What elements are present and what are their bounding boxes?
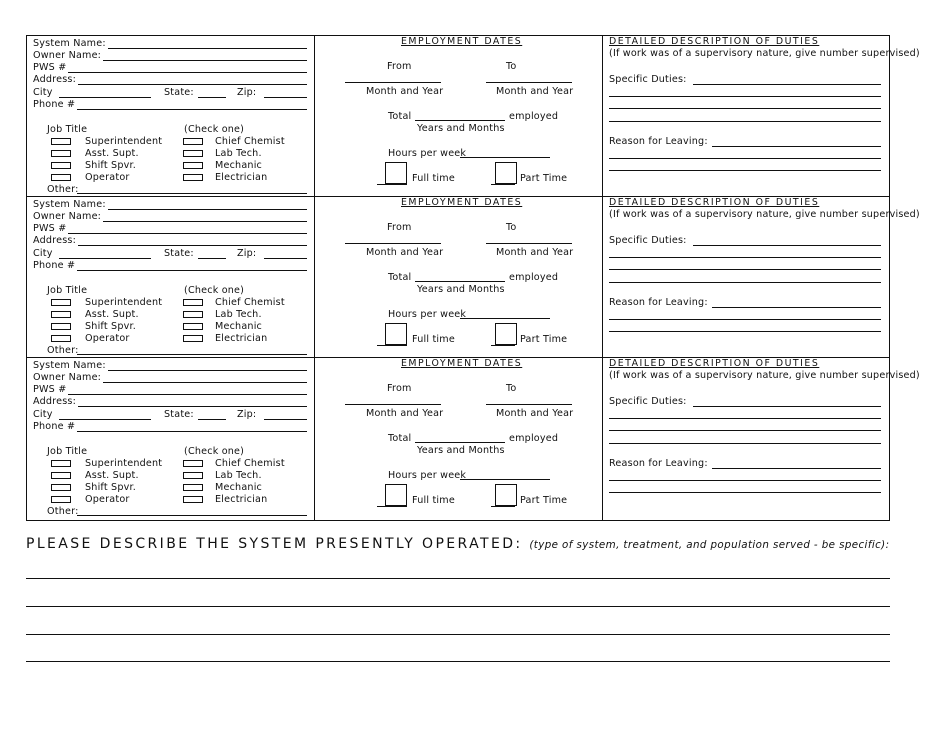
- mechanic-label: Mechanic: [215, 160, 263, 171]
- lab-tech-label: Lab Tech.: [215, 148, 262, 159]
- city-field[interactable]: [33, 87, 151, 98]
- check-one-label: (Check one): [184, 446, 245, 457]
- mechanic-label: Mechanic: [215, 482, 263, 493]
- to-date-field[interactable]: [486, 243, 572, 244]
- superintendent-checkbox[interactable]: [51, 299, 71, 306]
- employed-label: employed: [509, 272, 559, 283]
- from-month-year-label: Month and Year: [366, 247, 444, 258]
- employer-info-section: [27, 36, 315, 196]
- specific-duties-field[interactable]: [609, 74, 881, 85]
- address-field[interactable]: [33, 235, 307, 246]
- address-label: Address:: [33, 74, 77, 85]
- to-month-year-label: Month and Year: [496, 408, 574, 419]
- phone-label: Phone #: [33, 260, 76, 271]
- part-time-checkbox[interactable]: [495, 162, 517, 184]
- shift-spvr-checkbox[interactable]: [51, 323, 71, 330]
- electrician-checkbox[interactable]: [183, 496, 203, 503]
- employer-info-section: [27, 197, 315, 357]
- full-time-label: Full time: [412, 495, 455, 506]
- owner-name-label: Owner Name:: [33, 211, 102, 222]
- description-line-1[interactable]: [26, 578, 890, 579]
- zip-label: Zip:: [237, 87, 257, 98]
- electrician-label: Electrician: [215, 172, 268, 183]
- duties-note: (If work was of a supervisory nature, give number supervised): [609, 48, 920, 59]
- operator-checkbox[interactable]: [51, 174, 71, 181]
- chief-chemist-label: Chief Chemist: [215, 297, 285, 308]
- other-label: Other:: [47, 345, 79, 356]
- lab-tech-label: Lab Tech.: [215, 470, 262, 481]
- reason-leaving-line-3[interactable]: [609, 170, 881, 171]
- hours-per-week-label: Hours per week: [388, 470, 467, 481]
- total-employed-field[interactable]: [415, 281, 505, 282]
- operator-label: Operator: [85, 333, 130, 344]
- system-description-heading: [26, 536, 889, 552]
- employment-record: [27, 358, 920, 520]
- chief-chemist-checkbox[interactable]: [183, 299, 203, 306]
- phone-label: Phone #: [33, 99, 76, 110]
- mechanic-checkbox[interactable]: [183, 484, 203, 491]
- phone-field[interactable]: [33, 99, 307, 110]
- employment-history-grid: [26, 35, 920, 521]
- duties-section: [603, 358, 920, 520]
- from-label: From: [387, 61, 412, 72]
- from-month-year-label: Month and Year: [366, 86, 444, 97]
- reason-leaving-label: Reason for Leaving:: [609, 297, 708, 308]
- part-time-label: Part Time: [520, 495, 568, 506]
- total-label: Total: [388, 433, 412, 444]
- operator-checkbox[interactable]: [51, 335, 71, 342]
- full-time-checkbox[interactable]: [385, 484, 407, 506]
- from-label: From: [387, 222, 412, 233]
- hours-per-week-field[interactable]: [460, 157, 550, 158]
- lab-tech-checkbox[interactable]: [183, 311, 203, 318]
- other-field[interactable]: [77, 193, 307, 194]
- employment-dates-section: [315, 197, 603, 357]
- specific-duties-line-4[interactable]: [609, 121, 881, 122]
- phone-field[interactable]: [33, 421, 307, 432]
- duties-header: DETAILED DESCRIPTION OF DUTIES: [609, 358, 820, 369]
- address-label: Address:: [33, 235, 77, 246]
- system-name-label: System Name:: [33, 199, 106, 210]
- job-title-label: Job Title: [47, 285, 88, 296]
- to-date-field[interactable]: [486, 404, 572, 405]
- superintendent-checkbox[interactable]: [51, 460, 71, 467]
- pws-label: PWS #: [33, 384, 67, 395]
- reason-leaving-field[interactable]: [609, 297, 881, 308]
- part-time-underline: [491, 184, 515, 185]
- operator-checkbox[interactable]: [51, 496, 71, 503]
- specific-duties-line-4[interactable]: [609, 282, 881, 283]
- employment-record: [27, 197, 920, 358]
- state-label: State:: [164, 409, 194, 420]
- asst-supt-label: Asst. Supt.: [85, 148, 139, 159]
- specific-duties-label: Specific Duties:: [609, 396, 687, 407]
- part-time-label: Part Time: [520, 334, 568, 345]
- employment-dates-header: EMPLOYMENT DATES: [401, 358, 523, 369]
- specific-duties-line-3[interactable]: [609, 108, 881, 109]
- zip-label: Zip:: [237, 409, 257, 420]
- zip-field[interactable]: [237, 248, 307, 259]
- phone-field[interactable]: [33, 260, 307, 271]
- duties-header: DETAILED DESCRIPTION OF DUTIES: [609, 36, 820, 47]
- owner-name-field[interactable]: [33, 211, 307, 222]
- duties-header: DETAILED DESCRIPTION OF DUTIES: [609, 197, 820, 208]
- mechanic-checkbox[interactable]: [183, 162, 203, 169]
- employment-dates-section: [315, 36, 603, 196]
- shift-spvr-label: Shift Spvr.: [85, 482, 137, 493]
- years-months-label: Years and Months: [417, 445, 505, 456]
- phone-label: Phone #: [33, 421, 76, 432]
- system-name-label: System Name:: [33, 360, 106, 371]
- asst-supt-label: Asst. Supt.: [85, 309, 139, 320]
- hours-per-week-label: Hours per week: [388, 148, 467, 159]
- years-months-label: Years and Months: [417, 123, 505, 134]
- specific-duties-line-3[interactable]: [609, 430, 881, 431]
- asst-supt-checkbox[interactable]: [51, 311, 71, 318]
- superintendent-checkbox[interactable]: [51, 138, 71, 145]
- specific-duties-line-4[interactable]: [609, 443, 881, 444]
- system-name-field[interactable]: [33, 199, 307, 210]
- superintendent-label: Superintendent: [85, 136, 163, 147]
- specific-duties-field[interactable]: [609, 396, 881, 407]
- reason-leaving-label: Reason for Leaving:: [609, 136, 708, 147]
- mechanic-label: Mechanic: [215, 321, 263, 332]
- city-label: City: [33, 87, 53, 98]
- total-label: Total: [388, 272, 412, 283]
- shift-spvr-checkbox[interactable]: [51, 484, 71, 491]
- owner-name-label: Owner Name:: [33, 372, 102, 383]
- system-name-field[interactable]: [33, 360, 307, 371]
- from-date-field[interactable]: [345, 243, 441, 244]
- from-date-field[interactable]: [345, 82, 441, 83]
- operator-label: Operator: [85, 494, 130, 505]
- pws-label: PWS #: [33, 62, 67, 73]
- part-time-checkbox[interactable]: [495, 484, 517, 506]
- reason-leaving-line-3[interactable]: [609, 331, 881, 332]
- superintendent-label: Superintendent: [85, 458, 163, 469]
- hours-per-week-label: Hours per week: [388, 309, 467, 320]
- specific-duties-line-2[interactable]: [609, 96, 881, 97]
- other-field[interactable]: [77, 515, 307, 516]
- zip-label: Zip:: [237, 248, 257, 259]
- electrician-label: Electrician: [215, 333, 268, 344]
- employer-info-section: [27, 358, 315, 520]
- from-month-year-label: Month and Year: [366, 408, 444, 419]
- owner-name-field[interactable]: [33, 372, 307, 383]
- electrician-checkbox[interactable]: [183, 174, 203, 181]
- part-time-label: Part Time: [520, 173, 568, 184]
- specific-duties-field[interactable]: [609, 235, 881, 246]
- state-field[interactable]: [164, 248, 226, 259]
- system-name-label: System Name:: [33, 38, 106, 49]
- check-one-label: (Check one): [184, 285, 245, 296]
- employment-dates-section: [315, 358, 603, 520]
- city-label: City: [33, 248, 53, 259]
- city-field[interactable]: [33, 409, 151, 420]
- superintendent-label: Superintendent: [85, 297, 163, 308]
- mechanic-checkbox[interactable]: [183, 323, 203, 330]
- chief-chemist-checkbox[interactable]: [183, 138, 203, 145]
- from-label: From: [387, 383, 412, 394]
- check-one-label: (Check one): [184, 124, 245, 135]
- duties-note: (If work was of a supervisory nature, give number supervised): [609, 209, 920, 220]
- state-label: State:: [164, 248, 194, 259]
- state-field[interactable]: [164, 87, 226, 98]
- electrician-checkbox[interactable]: [183, 335, 203, 342]
- specific-duties-line-2[interactable]: [609, 418, 881, 419]
- full-time-underline: [377, 345, 407, 346]
- employment-record: [27, 36, 920, 197]
- hours-per-week-field[interactable]: [460, 479, 550, 480]
- lab-tech-label: Lab Tech.: [215, 309, 262, 320]
- owner-name-field[interactable]: [33, 50, 307, 61]
- to-label: To: [506, 222, 517, 233]
- full-time-checkbox[interactable]: [385, 162, 407, 184]
- state-label: State:: [164, 87, 194, 98]
- system-description-subtitle: (type of system, treatment, and population served - be specific):: [529, 539, 890, 551]
- duties-section: [603, 36, 920, 196]
- years-months-label: Years and Months: [417, 284, 505, 295]
- lab-tech-checkbox[interactable]: [183, 150, 203, 157]
- reason-leaving-line-2[interactable]: [609, 480, 881, 481]
- operator-label: Operator: [85, 172, 130, 183]
- reason-leaving-line-3[interactable]: [609, 492, 881, 493]
- pws-field[interactable]: [33, 223, 307, 234]
- specific-duties-label: Specific Duties:: [609, 74, 687, 85]
- state-field[interactable]: [164, 409, 226, 420]
- address-field[interactable]: [33, 74, 307, 85]
- pws-label: PWS #: [33, 223, 67, 234]
- other-label: Other:: [47, 506, 79, 517]
- full-time-underline: [377, 184, 407, 185]
- owner-name-label: Owner Name:: [33, 50, 102, 61]
- shift-spvr-label: Shift Spvr.: [85, 321, 137, 332]
- asst-supt-label: Asst. Supt.: [85, 470, 139, 481]
- part-time-underline: [491, 345, 515, 346]
- pws-field[interactable]: [33, 384, 307, 395]
- description-line-4[interactable]: [26, 661, 890, 662]
- chief-chemist-label: Chief Chemist: [215, 458, 285, 469]
- employment-dates-header: EMPLOYMENT DATES: [401, 36, 523, 47]
- pws-field[interactable]: [33, 62, 307, 73]
- full-time-label: Full time: [412, 173, 455, 184]
- other-field[interactable]: [77, 354, 307, 355]
- total-employed-field[interactable]: [415, 442, 505, 443]
- employed-label: employed: [509, 111, 559, 122]
- to-label: To: [506, 61, 517, 72]
- address-field[interactable]: [33, 396, 307, 407]
- shift-spvr-label: Shift Spvr.: [85, 160, 137, 171]
- chief-chemist-label: Chief Chemist: [215, 136, 285, 147]
- system-name-field[interactable]: [33, 38, 307, 49]
- specific-duties-line-2[interactable]: [609, 257, 881, 258]
- city-label: City: [33, 409, 53, 420]
- total-employed-field[interactable]: [415, 120, 505, 121]
- job-title-label: Job Title: [47, 446, 88, 457]
- part-time-checkbox[interactable]: [495, 323, 517, 345]
- to-label: To: [506, 383, 517, 394]
- shift-spvr-checkbox[interactable]: [51, 162, 71, 169]
- zip-field[interactable]: [237, 87, 307, 98]
- description-line-3[interactable]: [26, 634, 890, 635]
- hours-per-week-field[interactable]: [460, 318, 550, 319]
- full-time-checkbox[interactable]: [385, 323, 407, 345]
- electrician-label: Electrician: [215, 494, 268, 505]
- reason-leaving-field[interactable]: [609, 458, 881, 469]
- chief-chemist-checkbox[interactable]: [183, 460, 203, 467]
- from-date-field[interactable]: [345, 404, 441, 405]
- other-label: Other:: [47, 184, 79, 195]
- reason-leaving-field[interactable]: [609, 136, 881, 147]
- employed-label: employed: [509, 433, 559, 444]
- full-time-underline: [377, 506, 407, 507]
- address-label: Address:: [33, 396, 77, 407]
- job-title-label: Job Title: [47, 124, 88, 135]
- reason-leaving-line-2[interactable]: [609, 158, 881, 159]
- specific-duties-line-3[interactable]: [609, 269, 881, 270]
- to-month-year-label: Month and Year: [496, 247, 574, 258]
- description-line-2[interactable]: [26, 606, 890, 607]
- system-description-title: PLEASE DESCRIBE THE SYSTEM PRESENTLY OPERATED:: [26, 536, 523, 552]
- to-month-year-label: Month and Year: [496, 86, 574, 97]
- asst-supt-checkbox[interactable]: [51, 150, 71, 157]
- full-time-label: Full time: [412, 334, 455, 345]
- total-label: Total: [388, 111, 412, 122]
- duties-section: [603, 197, 920, 357]
- part-time-underline: [491, 506, 515, 507]
- city-field[interactable]: [33, 248, 151, 259]
- to-date-field[interactable]: [486, 82, 572, 83]
- lab-tech-checkbox[interactable]: [183, 472, 203, 479]
- reason-leaving-line-2[interactable]: [609, 319, 881, 320]
- reason-leaving-label: Reason for Leaving:: [609, 458, 708, 469]
- employment-dates-header: EMPLOYMENT DATES: [401, 197, 523, 208]
- specific-duties-label: Specific Duties:: [609, 235, 687, 246]
- zip-field[interactable]: [237, 409, 307, 420]
- asst-supt-checkbox[interactable]: [51, 472, 71, 479]
- duties-note: (If work was of a supervisory nature, give number supervised): [609, 370, 920, 381]
